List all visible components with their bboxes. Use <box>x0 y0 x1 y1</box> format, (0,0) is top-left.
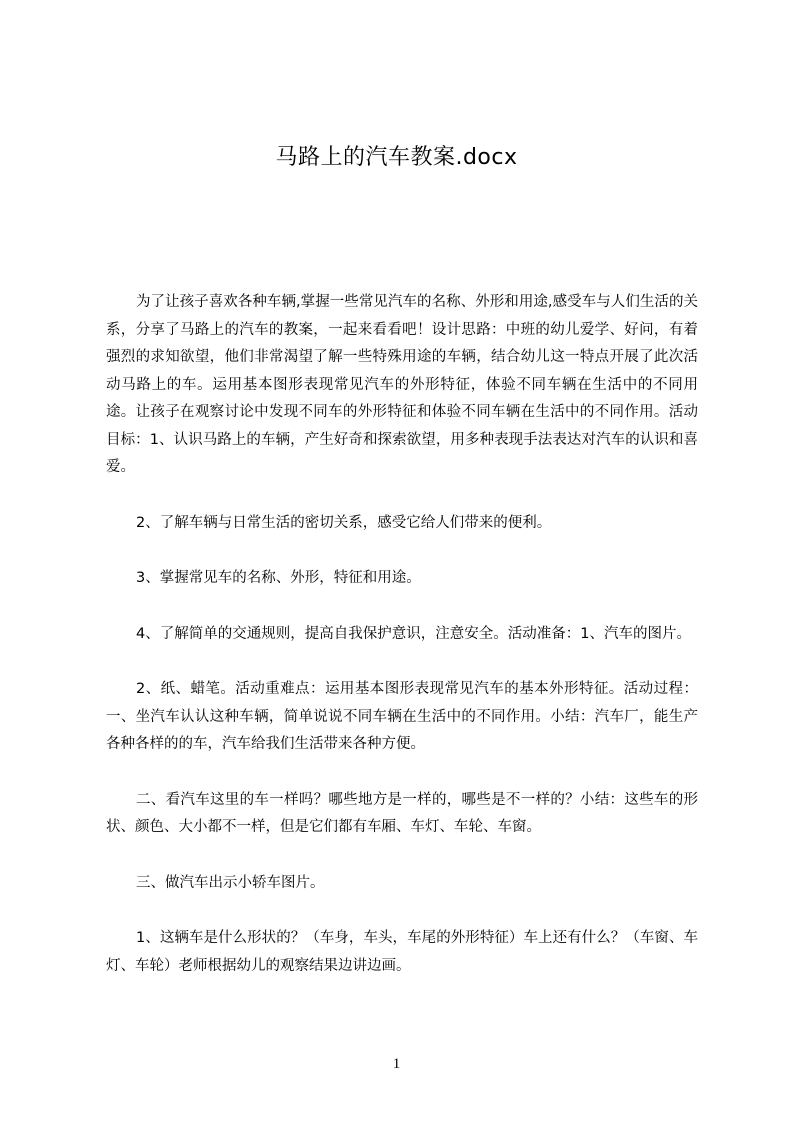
paragraph-goal-3: 3、掌握常见车的名称、外形，特征和用途。 <box>136 570 421 586</box>
document-body <box>106 289 698 1008</box>
document-title: 马路上的汽车教案.docx <box>275 145 518 170</box>
paragraph-process-2: 二、看汽车这里的车一样吗？哪些地方是一样的，哪些是不一样的？小结：这些车的形状、颜色、大小都不一样，但是它们都有车厢、车灯、车轮、车窗。 <box>106 791 698 835</box>
paragraph-goal-2: 2、了解车辆与日常生活的密切关系，感受它给人们带来的便利。 <box>136 514 552 531</box>
paragraph-process-3-1: 1、这辆车是什么形状的？（车身，车头，车尾的外形特征）车上还有什么？（车窗、车灯、车轮）老师根据幼儿的观察结果边讲边画。 <box>106 930 698 974</box>
paragraph-process-3: 三、做汽车出示小轿车图片。 <box>136 874 325 891</box>
paragraph-goal-4: 4、了解简单的交通规则，提高自我保护意识，注意安全。活动准备：1、汽车的图片。 <box>136 625 691 642</box>
paragraph-process-1: 2、纸、蜡笔。活动重难点：运用基本图形表现常见汽车的基本外形特征。活动过程：一、坐汽车认认这种车辆，简单说说不同车辆在生活中的不同作用。小结：汽车厂，能生产各种各样的的车，汽车给我们生活带来各种方便。 <box>106 681 698 752</box>
paragraph-intro: 为了让孩子喜欢各种车辆,掌握一些常见汽车的名称、外形和用途,感受车与人们生活的关系，分享了马路上的汽车的教案，一起来看看吧！设计思路：中班的幼儿爱学、好问，有着强烈的求知欲望，他们非常渴望了解一些特殊用途的车辆，结合幼儿这一特点开展了此次活动马路上的车。运用基本图形表现常见汽车的外形特征，体验不同车辆在生活中的不同用途。让孩子在观察讨论中发现不同车的外形特征和体验不同车辆在生活中的不同作用。活动目标：1、认识马路上的车辆，产生好奇和探索欲望，用多种表现手法表达对汽车的认识和喜爱。 <box>106 294 698 475</box>
page-number: 1 <box>392 1056 401 1072</box>
